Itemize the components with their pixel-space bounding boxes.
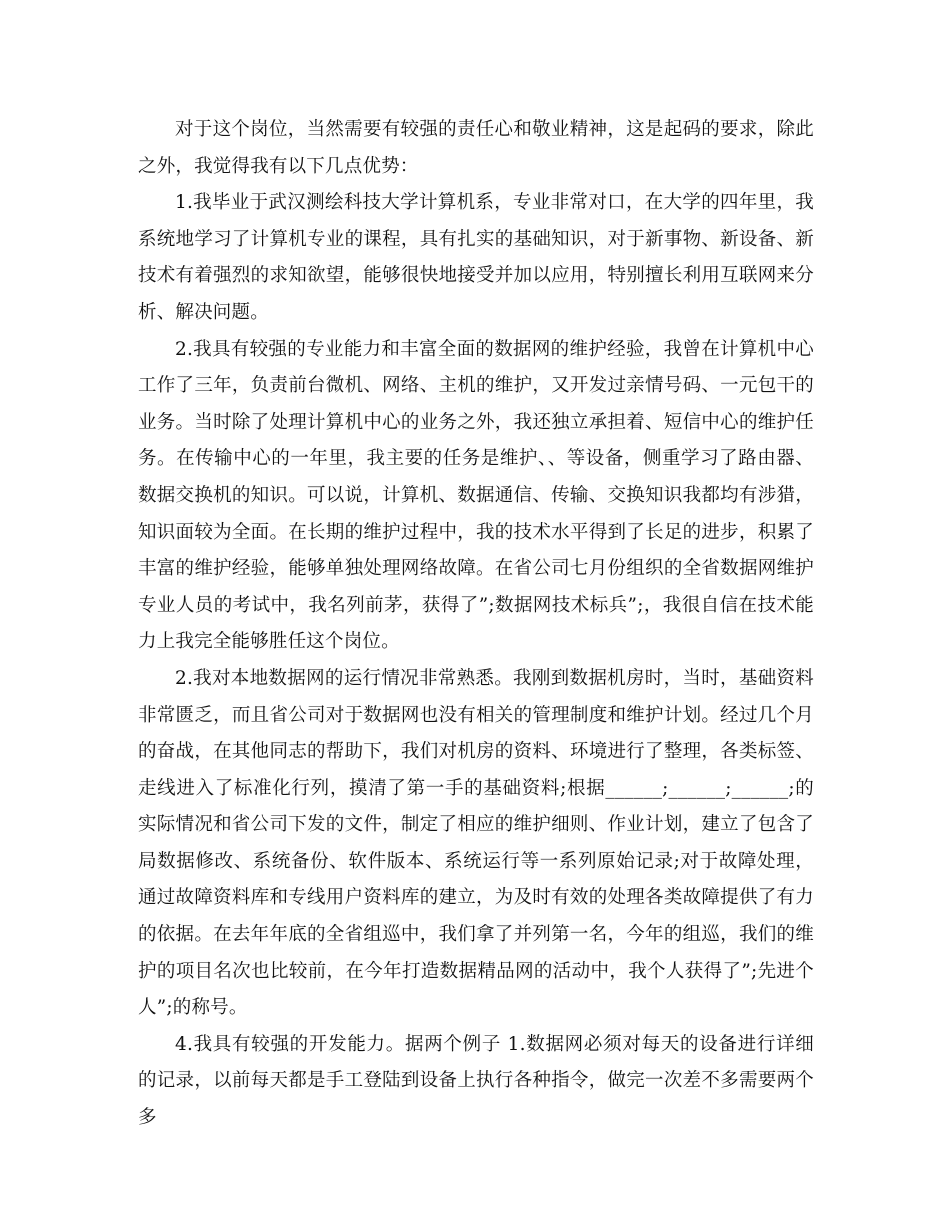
paragraph-point-4: 4.我具有较强的开发能力。据两个例子 1.数据网必须对每天的设备进行详细的记录，以前每天都是手工登陆到设备上执行各种指令，做完一次差不多需要两个多 [138, 1033, 814, 1129]
paragraph-intro: 对于这个岗位，当然需要有较强的责任心和敬业精神，这是起码的要求，除此之外，我觉得我有以下几点优势： [138, 119, 814, 177]
paragraph-point-2: 2.我具有较强的专业能力和丰富全面的数据网的维护经验，我曾在计算机中心工作了三年，负责前台微机、网络、主机的维护，又开发过亲情号码、一元包干的业务。当时除了处理计算机中心的业务之外，我还独立承担着、短信中心的维护任务。在传输中心的一年里，我主要的任务是维护、、等设备，侧重学习了路由器、数据交换机的知识。可以说，计算机、数据通信、传输、交换知识我都均有涉猎，知识面较为全面。在长期的维护过程中，我的技术水平得到了长足的进步，积累了丰富的维护经验，能够单独处理网络故障。在省公司七月份组织的全省数据网维护专业人员的考试中，我名列前茅，获得了”;数据网技术标兵”;，我很自信在技术能力上我完全能够胜任这个岗位。 [138, 338, 814, 653]
paragraph-point-3: 2.我对本地数据网的运行情况非常熟悉。我刚到数据机房时，当时，基础资料非常匮乏，而且省公司对于数据网也没有相关的管理制度和维护计划。经过几个月的奋战，在其他同志的帮助下，我们对机房的资料、环境进行了整理，各类标签、走线进入了标准化行列，摸清了第一手的基础资料;根据______;______;______;的实际情况和省公司下发的文件，制定了相应的维护细则、作业计划，建立了包含了局数据修改、系统备份、软件版本、系统运行等一系列原始记录;对于故障处理，通过故障资料库和专线用户资料库的建立，为及时有效的处理各类故障提供了有力的依据。在去年年底的全省组巡中，我们拿了并列第一名，今年的组巡，我们的维护的项目名次也比较前，在今年打造数据精品网的活动中，我个人获得了”;先进个人”;的称号。 [138, 667, 814, 1019]
paragraph-point-1: 1.我毕业于武汉测绘科技大学计算机系，专业非常对口，在大学的四年里，我系统地学习了计算机专业的课程，具有扎实的基础知识，对于新事物、新设备、新技术有着强烈的求知欲望，能够很快地接受并加以应用，特别擅长利用互联网来分析、解决问题。 [138, 192, 814, 323]
document-body [138, 112, 814, 1137]
